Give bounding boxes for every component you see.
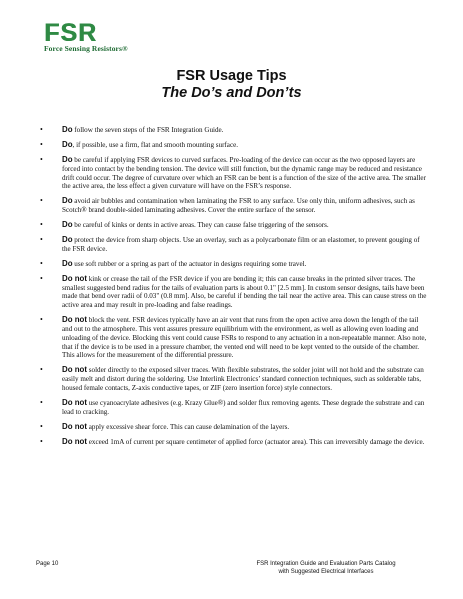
tip-text: avoid air bubbles and contamination when laminating the FSR to any surface. Use only thin, uniform adhesives, such as Scotch® brand double-sided laminating adhesives. Cover the entire surface of the sensor. xyxy=(62,197,415,215)
tip-item xyxy=(38,399,428,417)
tip-keyword: Do not xyxy=(62,273,87,283)
tip-text: apply excessive shear force. This can cause delamination of the layers. xyxy=(86,422,290,431)
bullet-icon: • xyxy=(40,125,43,134)
bullet-icon: • xyxy=(40,436,43,446)
bullet-icon: • xyxy=(40,220,43,230)
tip-item xyxy=(38,197,428,215)
document-title-line-1: FSR Integration Guide and Evaluation Parts Catalog xyxy=(256,561,396,567)
tip-text: use cyanoacrylate adhesives (e.g. Krazy Glue®) and solder flux removing agents. These degrade the substrate and can lead to cracking. xyxy=(62,399,425,416)
page-title: FSR Usage Tips xyxy=(176,68,287,84)
tip-keyword: Do not xyxy=(62,436,87,446)
tip-item xyxy=(38,366,428,392)
bullet-icon: • xyxy=(40,398,43,407)
tip-item xyxy=(38,275,428,310)
tip-keyword: Do not xyxy=(62,398,87,407)
bullet-icon: • xyxy=(40,273,43,283)
bullet-icon: • xyxy=(40,421,43,431)
fsr-logo xyxy=(44,19,184,53)
tip-item xyxy=(38,260,428,269)
tip-keyword: Do not xyxy=(62,365,87,375)
bullet-icon: • xyxy=(40,258,43,268)
page-footer xyxy=(36,561,431,585)
document-title-line-2: with Suggested Electrical Interfaces xyxy=(278,568,374,575)
tip-keyword: Do xyxy=(62,220,73,230)
tip-text: kink or crease the tail of the FSR device if you are bending it; this can cause breaks in the printed silver traces. The smallest suggested bend radius for the tails of evaluation parts is about 0.1" [2.5 mm]. In custom sensor designs, tails have been made that bend over radii of 0.03" (0.8 mm]. Also, be careful if bending the tail near the active area. This can cause stress on the active area and may result in pre-loading and false readings. xyxy=(62,274,427,310)
tip-text: , if possible, use a firm, flat and smooth mounting surface. xyxy=(72,140,239,149)
bullet-icon: • xyxy=(40,365,43,375)
bullet-icon: • xyxy=(40,315,43,325)
tip-item xyxy=(38,126,428,135)
tip-item xyxy=(38,221,428,230)
tip-text: follow the seven steps of the FSR Integration Guide. xyxy=(72,126,224,134)
tip-keyword: Do xyxy=(62,235,73,245)
bullet-icon: • xyxy=(40,235,43,245)
tip-text: protect the device from sharp objects. Use an overlay, such as a polycarbonate film or an elastomer, to prevent gouging of the FSR device. xyxy=(62,236,420,253)
tip-item xyxy=(38,156,428,191)
page-number: Page 10 xyxy=(36,561,59,567)
page-subtitle: The Do’s and Don’ts xyxy=(161,85,302,101)
logo-tagline: Force Sensing Resistors® xyxy=(44,44,128,53)
tip-text: exceed 1mA of current per square centimeter of applied force (actuator area). This can irreversibly damage the device. xyxy=(86,437,425,446)
tip-text: block the vent. FSR devices typically have an air vent that runs from the open active area down the length of the tail and out to the atmosphere. This vent assures pressure equilibrium with the environment, as well as allowing even loading and unloading of the device. Blocking this vent could cause FSRs to respond to any actuation in a non-repeatable manner. Also note, that if the device is to be used in a pressure chamber, the vented end will need to be kept vented to the outside of the chamber. This allows for the measurement of the differential pressure. xyxy=(62,316,427,360)
tip-item xyxy=(38,438,428,447)
tip-item xyxy=(38,236,428,254)
tip-keyword: Do xyxy=(62,196,73,206)
tip-text: be careful if applying FSR devices to curved surfaces. Pre-loading of the device can occur as the two opposed layers are forced into contact by the bending tension. The device will still function, but the dynamic range may be reduced and resistance drift could occur. The degree of curvature over which an FSR can be bent is a function of the size of the active area. The smaller the active area, the less effect a given curvature will have on the FSR’s response. xyxy=(62,155,426,191)
bullet-icon: • xyxy=(40,139,43,149)
tip-keyword: Do xyxy=(62,154,73,164)
bullet-icon: • xyxy=(40,196,43,206)
tips-list xyxy=(38,126,428,453)
logo-mark: FSR xyxy=(44,19,97,47)
tip-text: use soft rubber or a spring as part of the actuator in designs requiring some travel. xyxy=(72,259,307,268)
document-title xyxy=(226,561,426,576)
tip-keyword: Do not xyxy=(62,315,87,325)
tip-item xyxy=(38,423,428,432)
tip-keyword: Do xyxy=(62,139,73,149)
heading-block xyxy=(0,68,463,102)
tip-keyword: Do not xyxy=(62,421,87,431)
tip-item xyxy=(38,316,428,360)
bullet-icon: • xyxy=(40,154,43,164)
tip-keyword: Do xyxy=(62,125,73,134)
tip-keyword: Do xyxy=(62,258,73,268)
tip-item xyxy=(38,141,428,150)
tip-text: solder directly to the exposed silver traces. With flexible substrates, the solder joint will not hold and the substrate can easily melt and distort during the soldering. Use Interlink Electronics’ standard connection techniques, such as solderable tabs, housed female contacts, Z-axis conductive tapes, or ZIF (zero insertion force) style connectors. xyxy=(62,366,424,393)
tip-text: be careful of kinks or dents in active areas. They can cause false triggering of the sensors. xyxy=(72,221,329,230)
